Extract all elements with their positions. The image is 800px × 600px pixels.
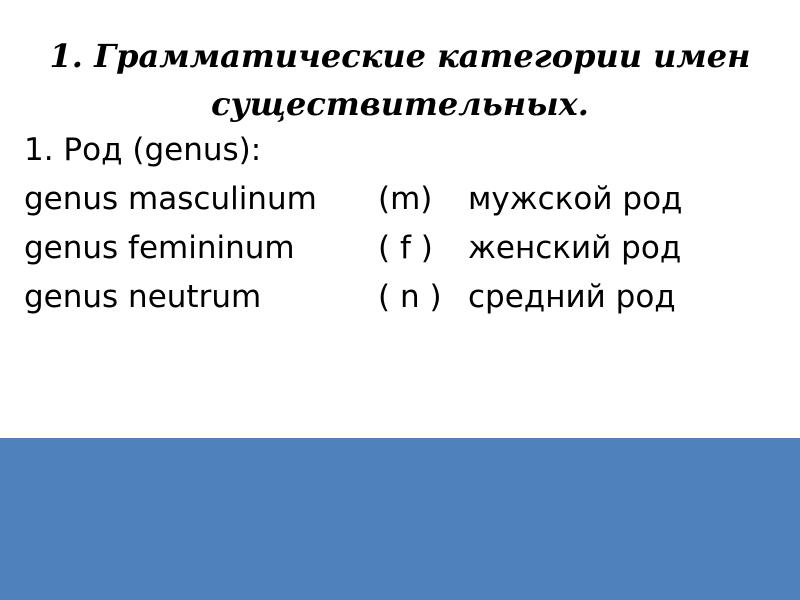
slide-body [24,126,784,322]
russian-term: женский род [468,230,682,266]
abbreviation: (m) [378,181,433,217]
gender-row-feminine [24,224,784,273]
gender-row-masculine [24,175,784,224]
latin-term: genus neutrum [24,279,262,315]
abbreviation: ( f ) [378,230,433,266]
latin-term: genus masculinum [24,181,317,217]
russian-term: мужской род [468,181,683,217]
slide-title-line-2: существительных. [211,85,589,123]
blue-footer-band [0,438,800,600]
russian-term: средний род [468,279,676,315]
slide-title-line-1: 1. Грамматические категории имен [49,37,751,75]
gender-row-neuter [24,273,784,322]
slide-title [0,32,800,128]
latin-term: genus femininum [24,230,295,266]
abbreviation: ( n ) [378,279,442,315]
section-heading: 1. Род (genus): [24,132,262,168]
